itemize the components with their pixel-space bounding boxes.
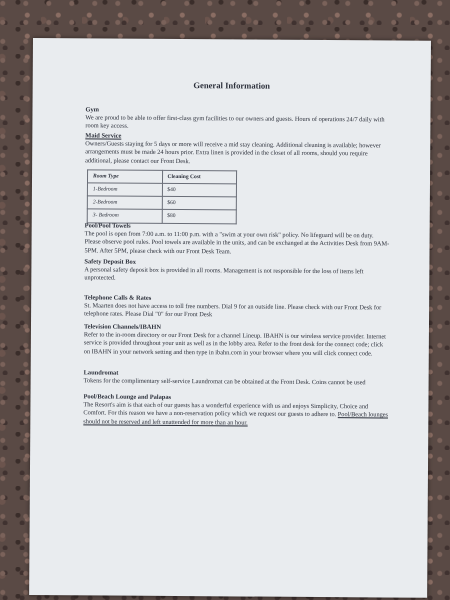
document-title: General Information [193,80,271,91]
table-cell-room: 2-Bedroom [87,196,162,210]
section-telephone [84,294,389,321]
table-cell-cost: $80 [162,210,237,224]
table-cell-cost: $40 [162,183,237,197]
pool-beach-text-main: The Resort's aim is that each of our guests has a wonderful experience with us and enjoys Simplicity, Choice and Comfort. For this reason we have a non-reservation policy which we request our guests to adhere to. [83,401,369,419]
section-pool-towels [84,222,389,257]
laundromat-text: Tokens for the complimentary self-service Laundromat can be obtained at the Front Desk. Coins cannot be used [83,377,366,387]
table-row [87,183,236,197]
section-laundromat [84,369,389,388]
table-cell-room: 1-Bedroom [87,183,162,197]
television-heading: Television Channels/IBAHN [83,323,162,331]
document-page [29,38,431,598]
table-row [87,196,236,210]
telephone-heading: Telephone Calls & Rates [84,294,152,302]
table-header-room-type: Room Type [87,170,162,184]
maid-service-text: Owners/Guests staying for 5 days or more will receive a mid stay cleaning. Additional cleaning is available; however arrangements must be made 24 hours prior. Extra linen is provided in the closet of all rooms, should you require additional, please contact our Front Desk. [85,140,381,165]
pool-text: The pool is open from 7:00 a.m. to 11:00 p.m. with a "swim at your own risk" policy. No lifeguard will be on duty. Please observe pool rules. Pool towels are available in the units, and can be exchanged at the Activities Desk from 9AM-5PM. After 5PM, please check with our Front Desk Team. [84,230,390,255]
section-pool-beach [83,393,388,428]
gym-heading: Gym [85,106,100,114]
table-cell-room: 3- Bedroom [87,209,162,223]
section-maid-service [85,132,391,225]
pool-beach-text-underlined: Pool/Beach lounges should not be reserved and left unattended for more than an hour. [83,411,389,427]
pool-heading: Pool/Pool Towels [84,222,131,230]
table-row [87,209,236,223]
laundromat-heading: Laundromat [83,369,119,377]
section-gym [85,106,390,133]
table-header-cleaning-cost: Cleaning Cost [162,170,237,184]
table-cell-cost: $60 [162,197,237,211]
pool-beach-text [83,402,388,429]
telephone-text: St. Maarten does not have access to toll free numbers. Dial 9 for an outside line. Please check with our Front Desk for telephone rates. Please Dial "0" for our Front Desk [84,302,382,319]
safety-heading: Safety Deposit Box [84,258,136,266]
pool-beach-heading: Pool/Beach Lounge and Palapas [83,393,172,401]
cleaning-cost-table [87,169,237,224]
section-television [84,323,389,358]
gym-text: We are proud to be able to offer first-class gym facilities to our owners and guests. Hours of operations 24/7 daily with room key access. [85,114,385,131]
maid-service-heading: Maid Service [85,132,122,140]
television-text: Refer to the in-room directory or our Front Desk for a channel Lineup. IBAHN is our wireless service provider. Internet service is provided throughout your unit as well as in the lobby area. Refer to the front desk for the connect code; click on IBAHN in your network setting and then type in ibahn.com in your browser where you will click connect code. [83,331,386,357]
section-safety-deposit [84,258,389,285]
safety-text: A personal safety deposit box is provided in all rooms. Management is not responsible for the loss of items left unprotected. [84,266,364,282]
